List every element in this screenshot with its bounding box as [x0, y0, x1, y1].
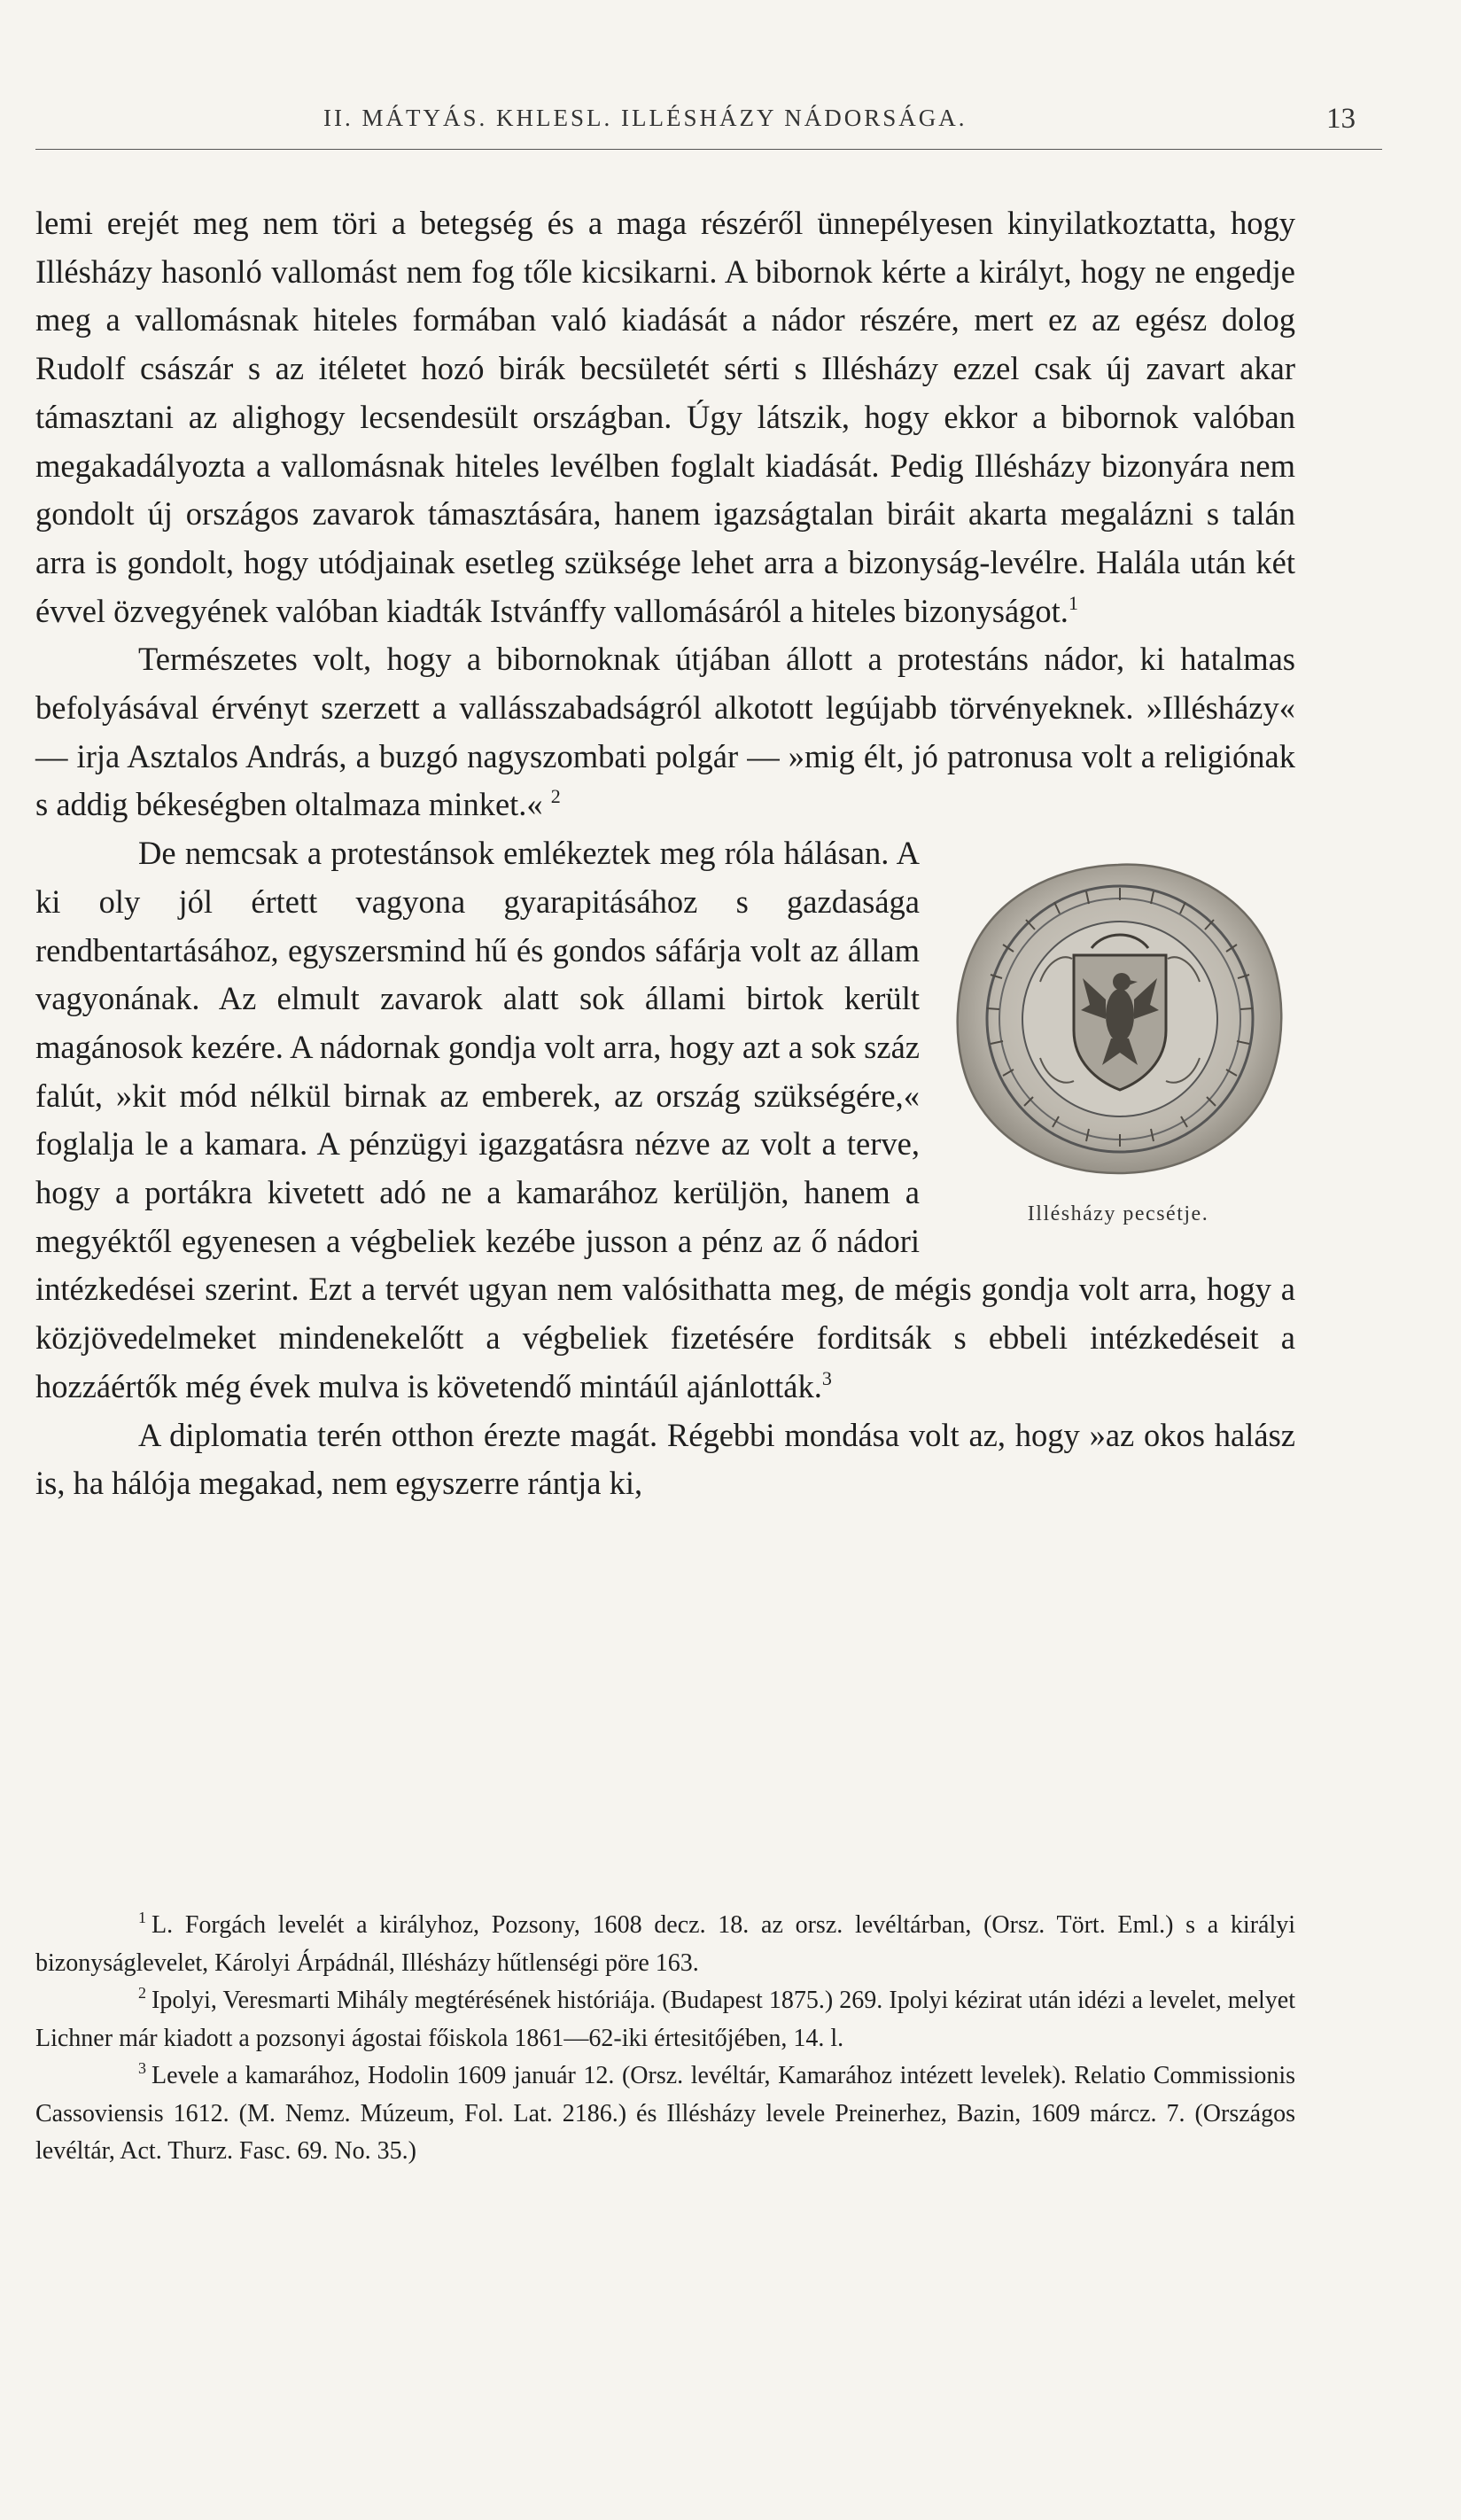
seal-icon — [941, 849, 1295, 1186]
paragraph: Természetes volt, hogy a bibornoknak útjában állott a protestáns nádor, ki hatalmas befolyásával érvényt szerzett a vallásszabadságról alkotott legújabb törvényeknek. »Illésházy« — irja Asztalos András, a buzgó nagyszombati polgár — »mig élt, jó patronusa volt a religiónak s addig békeségben oltalmaza minket.« $^2$ — [35, 641, 1295, 823]
seal-figure — [941, 840, 1295, 1234]
footnotes — [35, 1907, 1295, 2171]
figure-caption: Illésházy pecsétje. — [1027, 1202, 1209, 1226]
footnote: $^3$ Levele a kamarához, Hodolin 1609 január 12. (Orsz. levéltár, Kamarához intézett levelek). Relatio Commissionis Cassoviensis 1612. (M. Nemz. Múzeum, Fol. Lat. 2186.) és Illésházy levele Preinerhez, Bazin, 1609 márcz. 7. (Országos levéltár, Act. Thurz. Fasc. 69. No. 35.) — [35, 2059, 1295, 2165]
page-header — [35, 105, 1382, 150]
paragraph: A diplomatia terén otthon érezte magát. Régebbi mondása volt az, hogy »az okos halász is, ha hálója megakad, nem egyszerre rántja ki, — [35, 1416, 1295, 1502]
footnote-reference[interactable]: 2 — [550, 785, 561, 808]
footnote-reference[interactable]: 1 — [1068, 591, 1078, 614]
footnote-mark: 3 — [138, 2059, 146, 2077]
page-number: 13 — [1326, 103, 1356, 135]
running-head: II. MÁTYÁS. KHLESL. ILLÉSHÁZY NÁDORSÁGA. — [323, 105, 968, 131]
paragraph: De nemcsak a protestánsok emlékeztek meg róla hálásan. A ki oly jól értett vagyona gyarapitásához s gazdasága rendbentartásához, egyszersmind hű és gondos sáfárja volt az állam vagyonának. Az elmult zavarok alatt sok állami birtok került magánosok kezére. A nádornak gondja volt arra, hogy azt a sok száz falút, »kit mód nélkül birnak az emberek, az ország szükségére,« foglalja le a kamara. A pénzügyi igazgatásra nézve az volt a terve, hogy a portákra kivetett adó ne a kamarához kerüljön, hanem a megyéktől egyenesen a végbeliek kezébe jusson a pénz az ő nádori intézkedései szerint. Ezt a tervét ugyan nem valósithatta meg, de mégis gondja volt arra, hogy a közjövedelmeket mindenekelőtt a végbeliek fizetésére forditsák s ebbeli intézkedéseit a hozzáértők még évek mulva is követendő mintáúl ajánlották.$^3$ — [35, 835, 1295, 1404]
body-text — [35, 199, 1295, 1508]
footnote: $^1$ L. Forgách levelét a királyhoz, Pozsony, 1608 decz. 18. az orsz. levéltárban, (Orsz. Tört. Eml.) s a királyi bizonyságlevelet, Károlyi Árpádnál, Illésházy hűtlenségi pöre 163. — [35, 1909, 1295, 1977]
paragraph: lemi erejét meg nem töri a betegség és a maga részéről ünnepélyesen kinyilatkoztatta, hogy Illésházy hasonló vallomást nem fog tőle kicsikarni. A bibornok kérte a királyt, hogy ne engedje meg a vallomásnak hiteles formában való kiadását a nádor részére, mert ez az egész dolog Rudolf császár s az itéletet hozó birák becsületét sérti s Illésházy ezzel csak új zavart akar támasztani az alighogy lecsendesült országban. Úgy látszik, hogy ekkor a bibornok valóban megakadályozta a vallomásnak hiteles levélben foglalt kiadását. Pedig Illésházy bizonyára nem gondolt új országos zavarok támasztására, hanem igazságtalan biráit akarta megalázni s talán arra is gondolt, hogy utódjainak esetleg szüksége lehet arra a bizonyság-levélre. Halála után két évvel özvegyének valóban kiadták Istvánffy vallomásáról a hiteles bizonyságot.$^1$ — [35, 205, 1295, 629]
footnote-reference[interactable]: 3 — [821, 1366, 832, 1389]
seal-image — [941, 849, 1295, 1186]
footnote-mark: 2 — [138, 1984, 146, 2002]
footnote: $^2$ Ipolyi, Veresmarti Mihály megtérésének históriája. (Budapest 1875.) 269. Ipolyi kézirat után idézi a levelet, melyet Lichner már kiadott a pozsonyi ágostai főiskola 1861—62-iki értesitőjében, 14. l. — [35, 1984, 1295, 2052]
footnote-mark: 1 — [138, 1909, 146, 1926]
